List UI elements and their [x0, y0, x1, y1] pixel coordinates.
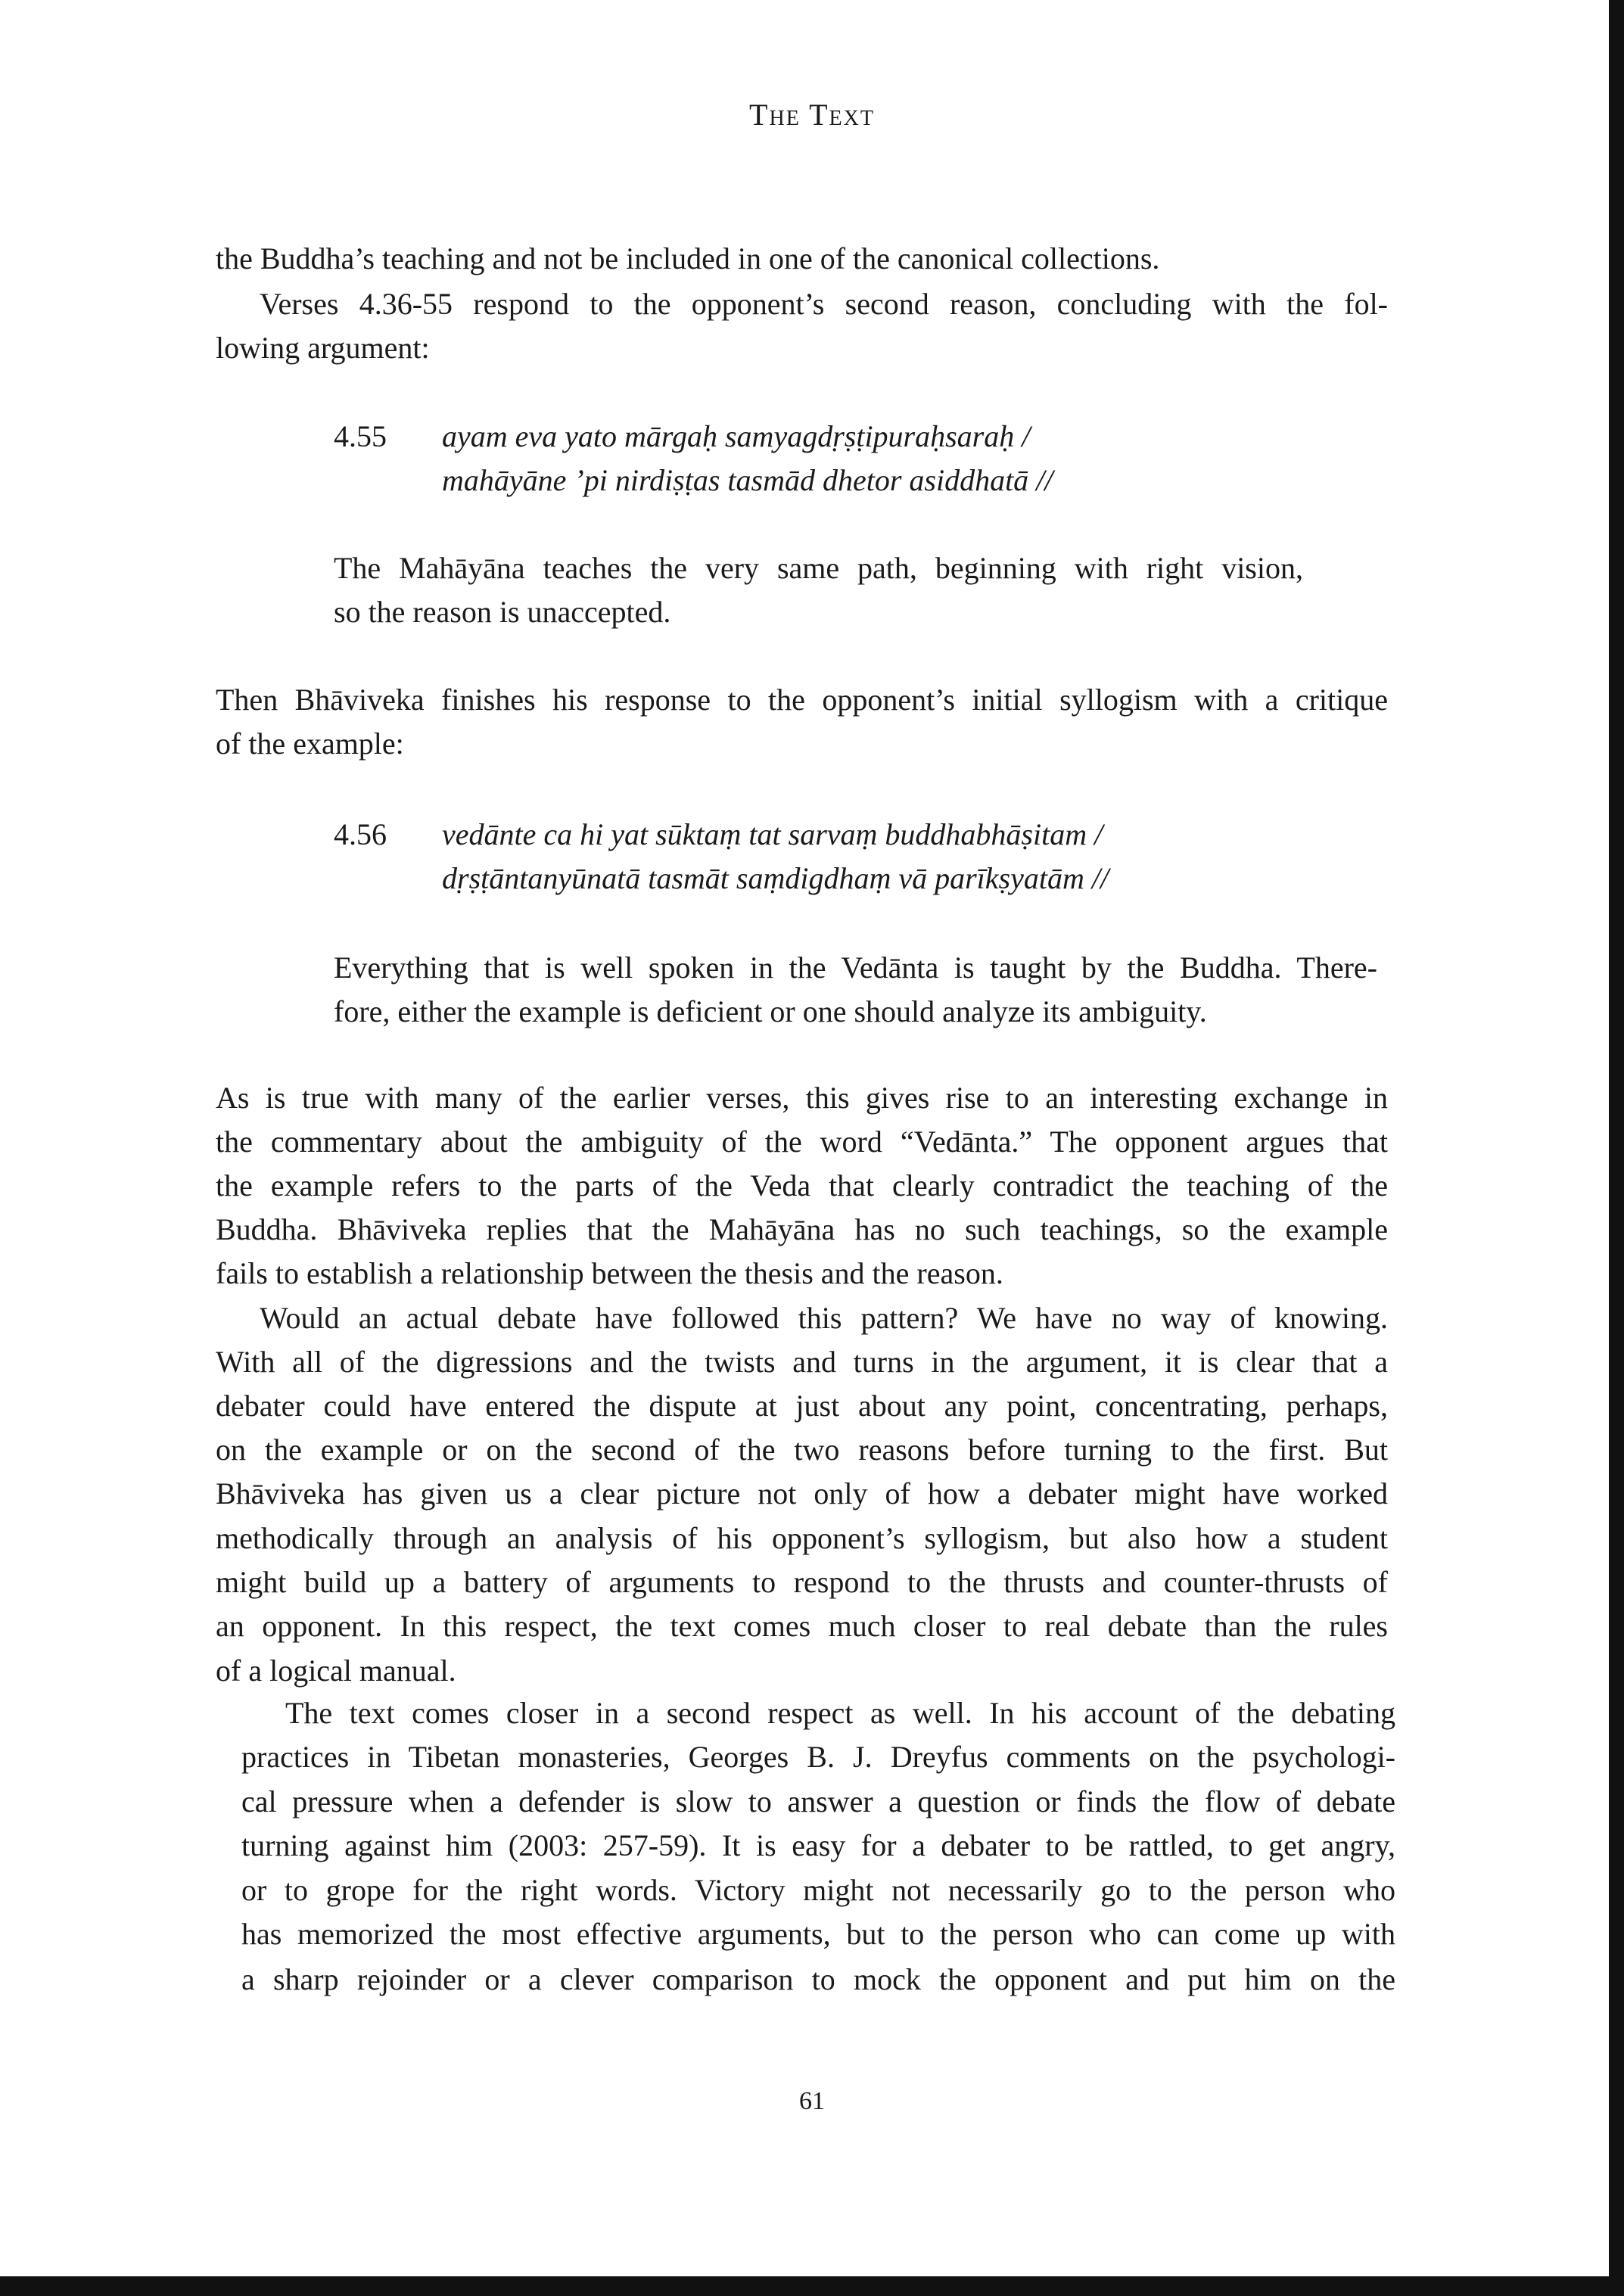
- translation-line: The Mahāyāna teaches the very same path, beginning with right vision,: [334, 551, 1303, 585]
- body-text-line: fails to establish a relationship between the thesis and the reason.: [216, 1256, 1003, 1290]
- body-text-line: As is true with many of the earlier verses, this gives rise to an interesting exchange in: [216, 1081, 1388, 1115]
- body-text-line: practices in Tibetan monasteries, Georges B. J. Dreyfus comments on the psychologi-: [241, 1740, 1395, 1774]
- body-text-line: turning against him (2003: 257-59). It is easy for a debater to be rattled, to get angry,: [241, 1828, 1395, 1862]
- body-text-line: on the example or on the second of the two reasons before turning to the first. But: [216, 1433, 1388, 1467]
- body-text-line: Then Bhāviveka finishes his response to the opponent’s initial syllogism with a critique: [216, 683, 1388, 717]
- body-text-line: Would an actual debate have followed this pattern? We have no way of knowing.: [260, 1301, 1388, 1335]
- body-text-line: cal pressure when a defender is slow to answer a question or finds the flow of debate: [241, 1784, 1395, 1818]
- body-text-line: an opponent. In this respect, the text comes much closer to real debate than the rules: [216, 1609, 1388, 1643]
- body-text-line: Verses 4.36-55 respond to the opponent’s second reason, concluding with the fol-: [260, 287, 1388, 321]
- translation-line: fore, either the example is deficient or one should analyze its ambiguity.: [334, 994, 1207, 1028]
- body-text-line: has memorized the most effective arguments, but to the person who can come up with: [241, 1917, 1395, 1951]
- sanskrit-verse-line: mahāyāne ’pi nirdiṣṭas tasmād dhetor asiddhatā //: [442, 463, 1053, 497]
- sanskrit-verse-line: vedānte ca hi yat sūktaṃ tat sarvaṃ buddhabhāṣitam /: [442, 817, 1103, 851]
- body-text-line: might build up a battery of arguments to respond to the thrusts and counter-thrusts of: [216, 1565, 1388, 1599]
- body-text-line: of the example:: [216, 726, 404, 761]
- translation-line: so the reason is unaccepted.: [334, 595, 671, 629]
- body-text-line: With all of the digressions and the twists and turns in the argument, it is clear that a: [216, 1345, 1388, 1379]
- body-text-line: the commentary about the ambiguity of the word “Vedānta.” The opponent argues that: [216, 1125, 1388, 1159]
- verse-number: 4.55: [334, 419, 387, 453]
- body-text-line: or to grope for the right words. Victory might not necessarily go to the person who: [241, 1873, 1395, 1907]
- page-number: 61: [799, 2087, 825, 2115]
- body-text-line: The text comes closer in a second respect as well. In his account of the debating: [285, 1696, 1395, 1730]
- sanskrit-verse-line: dṛṣṭāntanyūnatā tasmāt saṃdigdhaṃ vā parīkṣyatām //: [442, 861, 1109, 895]
- verse-number: 4.56: [334, 817, 387, 851]
- body-text-line: debater could have entered the dispute at just about any point, concentrating, perhaps,: [216, 1389, 1388, 1423]
- body-text-line: Bhāviveka has given us a clear picture not only of how a debater might have worked: [216, 1476, 1388, 1510]
- running-header: The Text: [749, 98, 875, 132]
- translation-line: Everything that is well spoken in the Vedānta is taught by the Buddha. There-: [334, 950, 1377, 985]
- sanskrit-verse-line: ayam eva yato mārgaḥ samyagdṛṣṭipuraḥsaraḥ /: [442, 419, 1031, 453]
- body-text-line: Buddha. Bhāviveka replies that the Mahāyāna has no such teachings, so the example: [216, 1212, 1388, 1246]
- body-text-line: lowing argument:: [216, 331, 430, 365]
- body-text-line: methodically through an analysis of his opponent’s syllogism, but also how a student: [216, 1521, 1388, 1555]
- scan-edge-right: [1609, 0, 1624, 2296]
- body-text-line: the example refers to the parts of the Veda that clearly contradict the teaching of the: [216, 1168, 1388, 1202]
- scan-edge-bottom: [0, 2276, 1624, 2296]
- body-text-line: a sharp rejoinder or a clever comparison to mock the opponent and put him on the: [241, 1962, 1395, 1996]
- body-text-line: of a logical manual.: [216, 1654, 456, 1688]
- body-text-line: the Buddha’s teaching and not be included in one of the canonical collections.: [216, 241, 1160, 275]
